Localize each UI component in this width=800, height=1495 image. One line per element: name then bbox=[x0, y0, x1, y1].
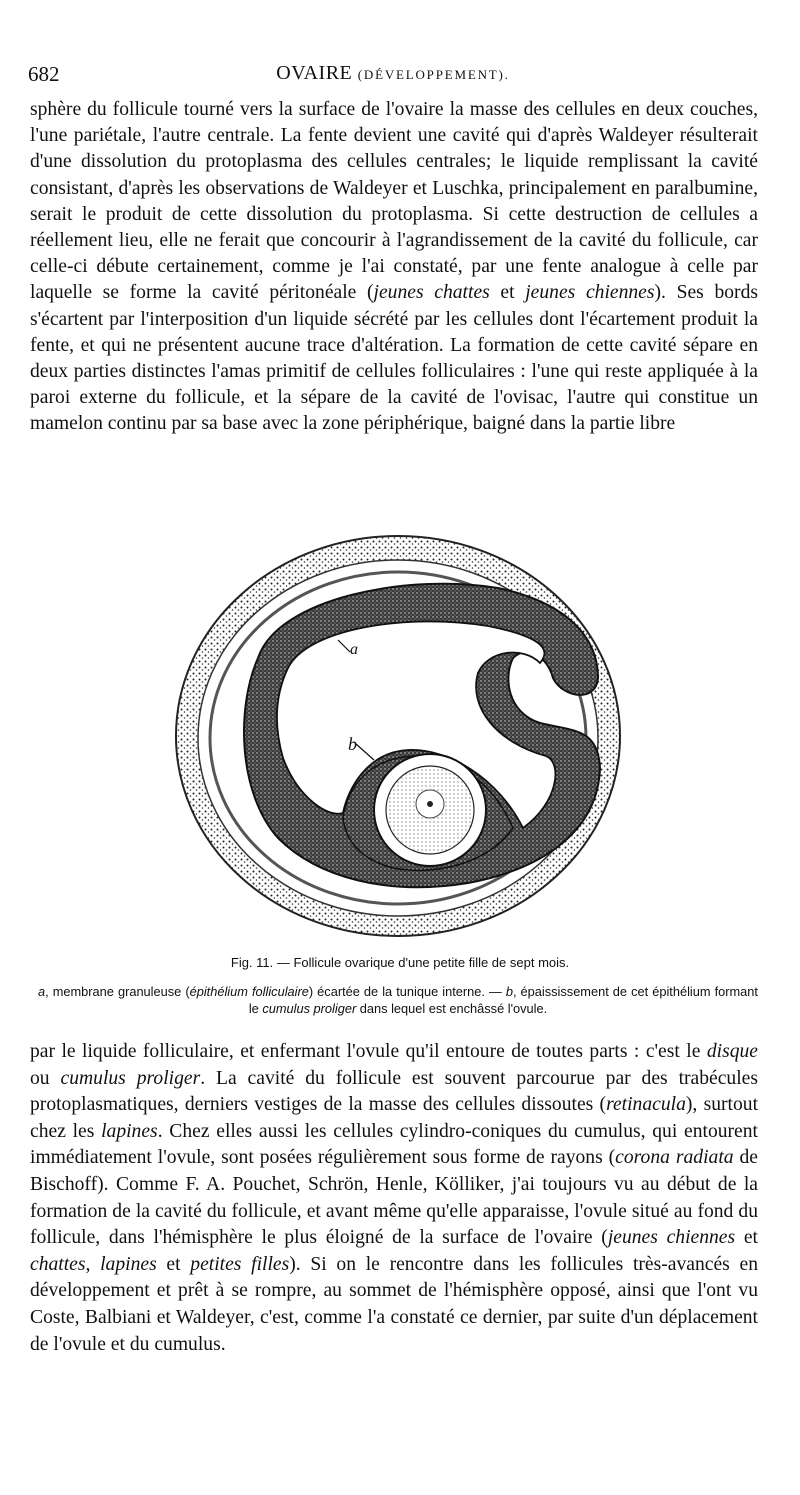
text-run: , bbox=[85, 1253, 101, 1275]
text-run: dans lequel est enchâssé l'ovule. bbox=[356, 1001, 548, 1016]
text-run: ). Ses bords s'écartent par l'interposition d'un liquide sécrété par les cellules dont l'écartement produit la fente, et qui ne présentent aucune trace d'altération. La formation de cette cavité sépare en deux parties distinctes l'amas primitif de cellules folliculaires : l'une qui reste appliquée à la paroi externe du follicule, et la sépare de la cavité de l'ovisac, l'autre qui constitue un mamelon continu par sa base avec la zone périphérique, baigné dans la partie libre bbox=[30, 282, 758, 435]
italic-run: épithélium folliculaire bbox=[189, 984, 309, 999]
figure-title: Fig. 11. — Follicule ovarique d'une petite fille de sept mois. bbox=[230, 955, 570, 970]
text-run: sphère du follicule tourné vers la surface de l'ovaire la masse des cellules en deux couches, l'une pariétale, l'autre centrale. La fente devient une cavité qui d'après Waldeyer résulterait d'une dissolution du protoplasma des cellules centrales; le liquide remplissant la cavité consistant, d'après les observations de Waldeyer et Luschka, principalement en paralbumine, serait le produit de cette dissolution du protoplasma. Si cette destruction de cellules a réellement lieu, elle ne ferait que concourir à l'agrandissement de la cavité du follicule, car celle-ci débute certainement, comme je l'ai constaté, par une fente analogue à celle par laquelle se forme la cavité péritonéale ( bbox=[30, 99, 758, 304]
text-run: et bbox=[735, 1227, 758, 1249]
running-head-title: OVAIRE bbox=[276, 62, 353, 84]
italic-run: b bbox=[505, 984, 513, 999]
italic-run: corona radiata bbox=[615, 1147, 734, 1169]
page-number: 682 bbox=[28, 62, 60, 86]
italic-run: cumulus proliger bbox=[60, 1067, 201, 1089]
text-run: par le liquide folliculaire, et enfermant l'ovule qu'il entoure de toutes parts : c'est le bbox=[30, 1041, 707, 1062]
text-run: et bbox=[489, 282, 526, 304]
italic-run: lapines bbox=[101, 1120, 158, 1142]
italic-run: disque bbox=[706, 1041, 758, 1062]
italic-run: jeunes chiennes bbox=[525, 282, 655, 304]
italic-run: chattes bbox=[30, 1253, 86, 1275]
label-a: a bbox=[350, 641, 358, 658]
text-run: ). Si on le rencontre dans les follicules très-avancés en développement et prêt à se rompre, au sommet de l'hémisphère opposé, ainsi que l'ont vu Coste, Balbiani et Waldeyer, c'est, comme l'a constaté ce dernier, par suite d'un déplacement de l'ovule et du cumulus. bbox=[30, 1253, 758, 1355]
page-header bbox=[28, 62, 758, 92]
text-run: ou bbox=[30, 1067, 61, 1089]
text-run: . Chez elles aussi les cellules cylindro-coniques du cumulus, qui entourent immédiatement l'ovule, sont posées régulièrement sous forme de rayons ( bbox=[30, 1120, 758, 1169]
figure-caption bbox=[38, 983, 758, 1017]
paragraph-2 bbox=[30, 1039, 758, 1358]
italic-run: a bbox=[38, 984, 46, 999]
italic-run: retinacula bbox=[606, 1094, 686, 1116]
text-run: , membrane granuleuse ( bbox=[45, 984, 190, 999]
running-head bbox=[28, 62, 758, 85]
paragraph-1 bbox=[30, 97, 758, 438]
text-run: de Bischoff). Comme F. A. Pouchet, Schrön, Henle, Kölliker, j'ai toujours vu au début de la formation de la cavité du follicule, et avant même qu'elle apparaisse, l'ovule situé au fond du follicule, dans l'hémisphère le plus éloigné de la surface de l'ovaire ( bbox=[30, 1147, 758, 1249]
italic-run: jeunes chattes bbox=[373, 282, 490, 304]
running-head-subtitle: (DÉVELOPPEMENT). bbox=[357, 67, 510, 82]
follicle-illustration bbox=[168, 528, 628, 948]
text-run: ), surtout chez les bbox=[30, 1094, 759, 1142]
follicle-engraving bbox=[168, 528, 628, 948]
text-run: et bbox=[156, 1253, 191, 1275]
text-run: ) écartée de la tunique interne. — bbox=[308, 984, 506, 999]
italic-run: petites filles bbox=[190, 1253, 290, 1275]
italic-run: cumulus proliger bbox=[262, 1001, 357, 1016]
label-b: b bbox=[348, 734, 357, 754]
text-run: , épaississement de cet épithélium formant le bbox=[248, 984, 758, 1016]
italic-run: jeunes chiennes bbox=[607, 1227, 736, 1249]
text-run: . La cavité du follicule est souvent parcourue par des trabécules protoplasmatiques, derniers vestiges de la masse des cellules dissoutes ( bbox=[30, 1067, 758, 1116]
italic-run: lapines bbox=[100, 1253, 157, 1275]
